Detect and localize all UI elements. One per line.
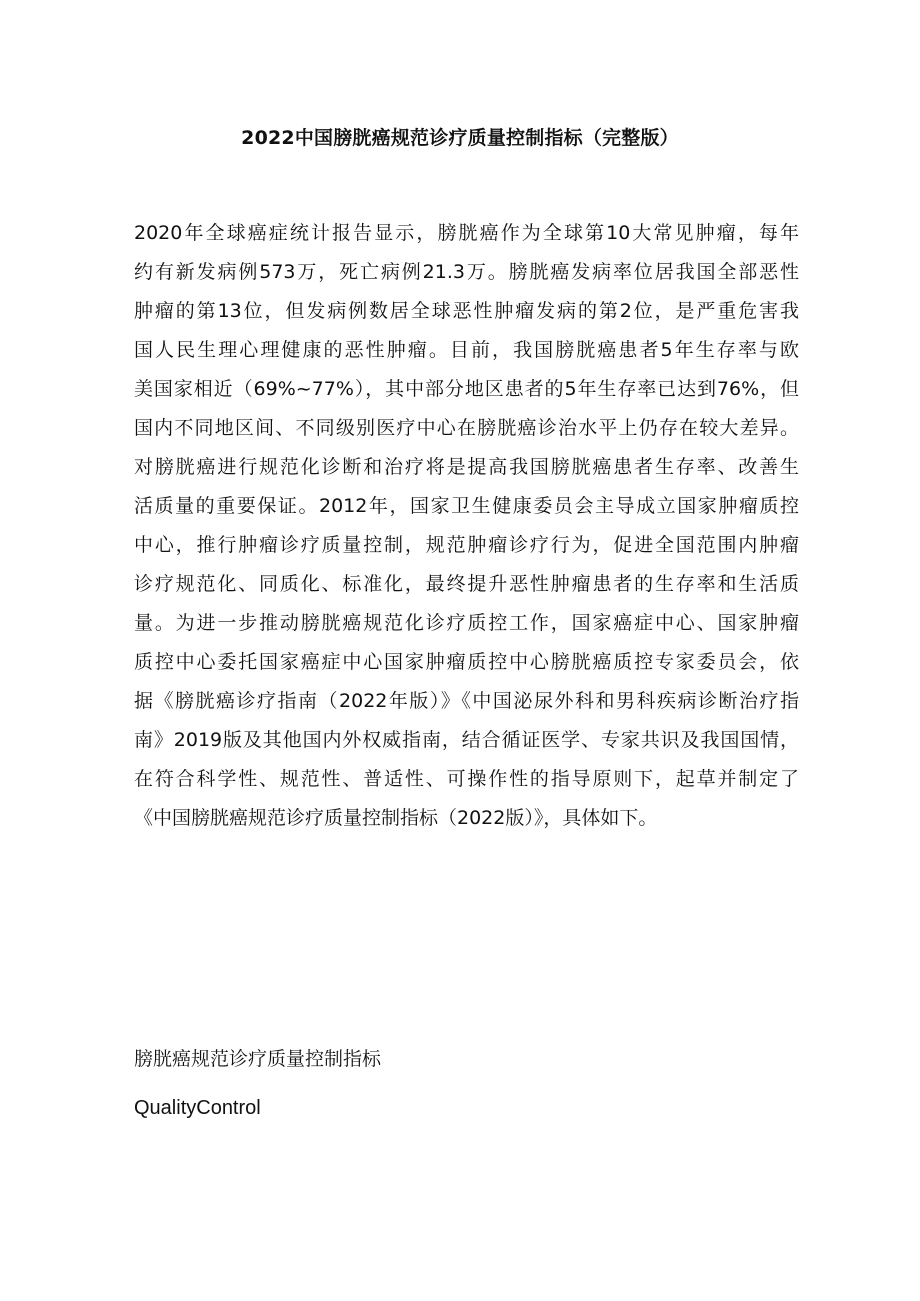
paragraph-line: 质控中心委托国家癌症中心国家肿瘤质控中心膀胱癌质控专家委员会，依 <box>134 651 799 673</box>
paragraph-line: 在符合科学性、规范性、普适性、可操作性的指导原则下，起草并制定了 <box>134 768 799 790</box>
paragraph-line: 活质量的重要保证。2012年，国家卫生健康委员会主导成立国家肿瘤质控 <box>134 495 799 517</box>
paragraph-line: 诊疗规范化、同质化、标准化，最终提升恶性肿瘤患者的生存率和生活质 <box>134 573 799 595</box>
paragraph-line: 2020年全球癌症统计报告显示，膀胱癌作为全球第10大常见肿瘤，每年 <box>134 222 799 244</box>
paragraph-line: 国内不同地区间、不同级别医疗中心在膀胱癌诊治水平上仍存在较大差异。 <box>134 417 799 439</box>
paragraph-line: 约有新发病例573万，死亡病例21.3万。膀胱癌发病率位居我国全部恶性 <box>134 261 799 283</box>
paragraph-line: 南》2019版及其他国内外权威指南，结合循证医学、专家共识及我国国情， <box>134 729 799 751</box>
section-heading: 膀胱癌规范诊疗质量控制指标 <box>134 1048 382 1070</box>
document-title: 2022中国膀胱癌规范诊疗质量控制指标（完整版） <box>241 127 679 149</box>
paragraph-line: 据《膀胱癌诊疗指南（2022年版）》《中国泌尿外科和男科疾病诊断治疗指 <box>134 690 799 712</box>
paragraph-line: 国人民生理心理健康的恶性肿瘤。目前，我国膀胱癌患者5年生存率与欧 <box>134 339 799 361</box>
paragraph-line: 中心，推行肿瘤诊疗质量控制，规范肿瘤诊疗行为，促进全国范围内肿瘤 <box>134 534 799 556</box>
paragraph-line: 量。为进一步推动膀胱癌规范化诊疗质控工作，国家癌症中心、国家肿瘤 <box>134 612 799 634</box>
paragraph-line: 美国家相近（69%~77%），其中部分地区患者的5年生存率已达到76%，但 <box>134 378 799 400</box>
intro-paragraph <box>134 214 799 838</box>
paragraph-line: 肿瘤的第13位，但发病例数居全球恶性肿瘤发病的第2位，是严重危害我 <box>134 300 799 322</box>
paragraph-line: 《中国膀胱癌规范诊疗质量控制指标（2022版）》，具体如下。 <box>134 807 658 829</box>
paragraph-line: 对膀胱癌进行规范化诊断和治疗将是提高我国膀胱癌患者生存率、改善生 <box>134 456 799 478</box>
section-subheading: QualityControl <box>134 1097 261 1119</box>
